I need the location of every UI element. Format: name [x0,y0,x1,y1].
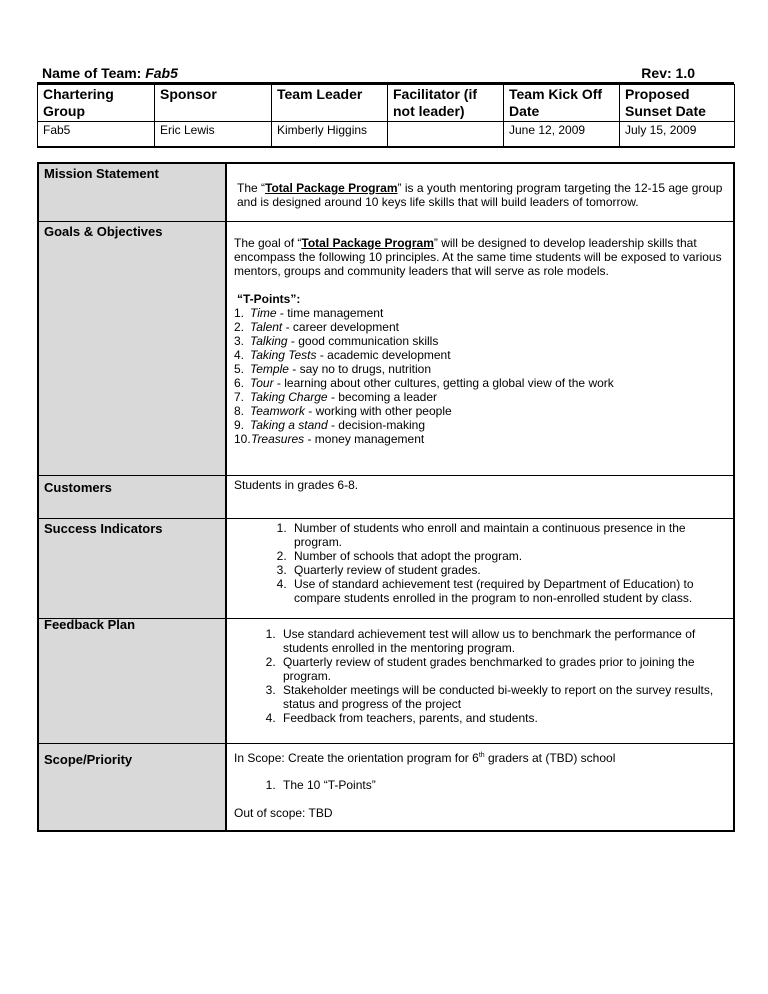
tpoint-item [234,390,728,404]
tpoint-term: Talking [250,333,288,348]
team-info-value-row [38,122,735,148]
team-leader-value: Kimberly Higgins [272,122,388,148]
customers-content [226,475,734,518]
team-name-line [37,64,734,84]
success-indicator-item: 1. Number of students who enroll and maintain a continuous presence in the program. [290,521,728,549]
goals-text [234,236,728,278]
feedback-list [234,627,728,725]
scope-label-text: Scope/Priority [44,751,133,767]
facilitator-value [388,122,504,148]
feedback-label-text: Feedback Plan [44,616,136,632]
tpoint-number: 5. [234,361,245,376]
goals-label: Goals & Objectives [38,221,226,475]
tpoint-description: - academic development [316,347,451,362]
col-team-leader: Team Leader [272,85,388,122]
tpoint-term: Taking Tests [250,347,317,362]
col-kickoff-date: Team Kick Off Date [504,85,620,122]
team-info-header-row [38,85,735,122]
feedback-label [38,618,226,743]
tpoint-description: - learning about other cultures, getting a global view of the work [273,375,614,390]
customers-text: Students in grades 6-8. [234,477,359,492]
tpoint-term: Time [250,305,277,320]
mission-pre: The “ [237,181,266,195]
tpoint-description: - working with other people [304,403,452,418]
tpoint-number: 8. [234,403,245,418]
team-info-table [37,84,735,148]
tpoint-number: 7. [234,389,245,404]
feedback-plan-item: 1. Use standard achievement test will allow us to benchmark the performance of students enrolled in the mentoring program. [279,627,728,655]
team-name-value: Fab5 [145,65,178,81]
team-name-label: Name of Team: [42,65,142,81]
col-sponsor: Sponsor [155,85,272,122]
goals-content [226,221,734,475]
feedback-row [38,618,734,743]
customers-label [38,475,226,518]
scope-row [38,743,734,831]
tpoint-item [234,334,728,348]
tpoint-term: Treasures [251,431,305,446]
tpoint-description: - good communication skills [287,333,439,348]
out-of-scope-text: Out of scope: TBD [234,805,333,820]
tpoint-item [234,418,728,432]
tpoint-term: Talent [250,319,283,334]
success-row [38,518,734,618]
tpoint-description: - time management [276,305,384,320]
goals-pre: The goal of “ [234,235,302,250]
scope-list [234,778,728,792]
tpoint-term: Taking a stand [250,417,328,432]
success-indicator-item: 2. Number of schools that adopt the program. [290,549,728,563]
tpoint-item [234,348,728,362]
tpoint-description: - becoming a leader [327,389,438,404]
col-chartering-group: Chartering Group [38,85,155,122]
feedback-content [226,618,734,743]
sponsor-value: Eric Lewis [155,122,272,148]
tpoint-description: - career development [282,319,399,334]
mission-text [234,181,728,209]
tpoint-item [234,376,728,390]
mission-label: Mission Statement [38,163,226,221]
success-indicator-item: 3. Quarterly review of student grades. [290,563,728,577]
goals-program-name: Total Package Program [301,235,434,250]
team-name-field [42,65,178,81]
tpoint-number: 1. [234,305,245,320]
tpoint-number: 3. [234,333,245,348]
charter-table [37,162,735,832]
feedback-plan-item: 4. Feedback from teachers, parents, and students. [279,711,728,725]
success-indicator-item: 4. Use of standard achievement test (required by Department of Education) to compare students enrolled in the program to non-enrolled student by class. [290,577,728,605]
tpoint-term: Teamwork [250,403,305,418]
mission-post: ” is a youth mentoring program targeting the 12-15 age group and is designed around 10 keys life skills that will build leaders of tomorrow. [237,181,723,209]
mission-program-name: Total Package Program [265,181,398,195]
sunset-date-value: July 15, 2009 [620,122,735,148]
in-scope-sup: th [478,751,485,759]
tpoint-number: 6. [234,375,245,390]
success-list [234,521,728,605]
col-sunset-date: Proposed Sunset Date [620,85,735,122]
tpoint-number: 4. [234,347,245,362]
chartering-group-value: Fab5 [38,122,155,148]
tpoint-item [234,404,728,418]
scope-item: 1. The 10 “T-Points” [279,778,728,792]
kickoff-date-value: June 12, 2009 [504,122,620,148]
tpoint-number: 2. [234,319,245,334]
tpoint-number: 10. [234,431,251,446]
mission-row [38,163,734,221]
tpoint-description: - say no to drugs, nutrition [288,361,431,376]
tpoint-number: 9. [234,417,245,432]
tpoint-item [234,306,728,320]
scope-label [38,743,226,831]
revision: Rev: 1.0 [641,65,695,81]
success-content [226,518,734,618]
tpoint-term: Temple [250,361,289,376]
col-facilitator: Facilitator (if not leader) [388,85,504,122]
customers-row [38,475,734,518]
team-header [37,64,734,148]
customers-label-text: Customers [44,479,112,495]
scope-content [226,743,734,831]
in-scope-post: graders at (TBD) school [484,750,616,765]
tpoints-list [234,306,728,446]
mission-content [226,163,734,221]
in-scope-text [234,749,728,765]
in-scope-pre: In Scope: Create the orientation program for 6 [234,750,479,765]
tpoint-description: - money management [304,431,425,446]
feedback-plan-item: 2. Quarterly review of student grades benchmarked to grades prior to joining the program. [279,655,728,683]
tpoint-term: Taking Charge [250,389,328,404]
tpoint-item [234,320,728,334]
tpoint-description: - decision-making [327,417,425,432]
feedback-plan-item: 3. Stakeholder meetings will be conducted bi-weekly to report on the survey results, status and progress of the project [279,683,728,711]
tpoint-item [234,432,728,446]
goals-post: ” will be designed to develop leadership skills that encompass the following 10 principles. At the same time students will be exposed to various mentors, groups and community leaders that will serve as role models. [234,235,722,278]
tpoint-item [234,362,728,376]
tpoint-term: Tour [250,375,274,390]
goals-row [38,221,734,475]
success-label: Success Indicators [38,518,226,618]
tpoints-title: “T-Points”: [237,291,301,306]
